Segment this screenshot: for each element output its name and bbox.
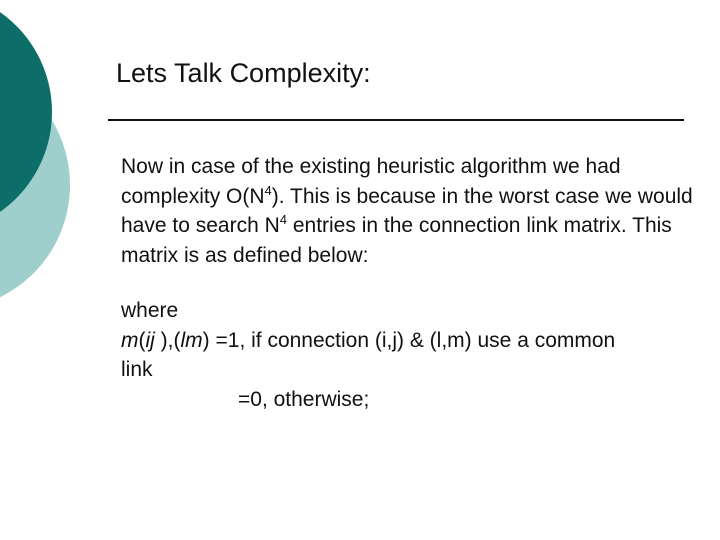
ij-symbol: ij — [145, 328, 155, 352]
definition-line-2: link — [121, 358, 153, 381]
paragraph-text-3: entries in the connection link matrix. This matrix is as defined below: — [121, 214, 672, 267]
title-divider — [108, 119, 684, 121]
complexity-paragraph — [121, 152, 701, 270]
paragraph-text-1: Now in case of the existing heuristic algorithm we had complexity O(N — [121, 155, 621, 208]
definition-line-1: m(ij ),(lm) =1, if connection (i,j) & (l,m) use a common — [121, 328, 616, 352]
matrix-definition — [121, 296, 711, 414]
paragraph-text-2: ). This is because in the worst case we would have to search N — [121, 184, 693, 237]
slide-body — [121, 152, 701, 270]
lm-symbol: lm — [180, 328, 203, 352]
superscript-4: 4 — [264, 182, 272, 198]
definition-line-3: =0, otherwise; — [238, 387, 370, 411]
where-line: where — [121, 299, 179, 322]
slide-title: Lets Talk Complexity: — [116, 58, 371, 88]
m-symbol: m — [121, 328, 139, 352]
superscript-4: 4 — [279, 212, 287, 227]
